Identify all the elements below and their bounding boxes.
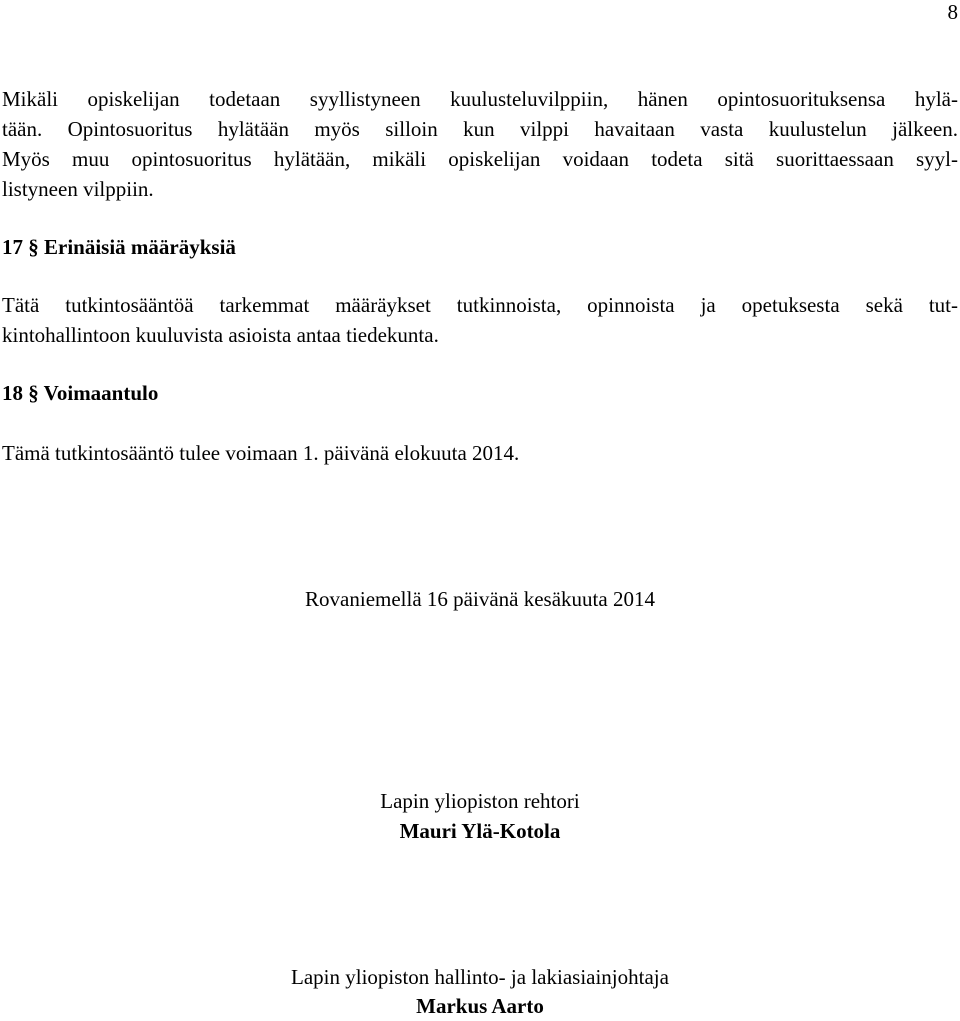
paragraph-line: listyneen vilppiin. <box>2 177 154 201</box>
section-18-heading: 18 § Voimaantulo <box>2 381 159 405</box>
signature-name-rector: Mauri Ylä-Kotola <box>399 819 561 843</box>
section-17-paragraph <box>2 290 958 350</box>
signature-name-director: Markus Aarto <box>416 994 544 1018</box>
paragraph-line: Mikäli opiskelijan todetaan syyllistyneen kuulusteluvilppiin, hänen opintosuorituksensa hylä- <box>2 87 958 111</box>
paragraph-line: kintohallintoon kuuluvista asioista antaa tiedekunta. <box>2 323 439 347</box>
paragraph-line: tään. Opintosuoritus hylätään myös silloin kun vilppi havaitaan vasta kuulustelun jälkeen. <box>2 117 958 141</box>
section-18-paragraph <box>2 438 958 468</box>
paragraph-line: Myös muu opintosuoritus hylätään, mikäli opiskelijan voidaan todeta sitä suorittaessaan syyl- <box>2 147 958 171</box>
signature-title-director: Lapin yliopiston hallinto- ja lakiasiainjohtaja <box>291 965 669 989</box>
paragraph-intro <box>2 84 958 204</box>
paragraph-line: Tätä tutkintosääntöä tarkemmat määräykset tutkinnoista, opinnoista ja opetuksesta sekä tut- <box>2 293 958 317</box>
paragraph-line: Tämä tutkintosääntö tulee voimaan 1. päivänä elokuuta 2014. <box>2 441 520 465</box>
page-number: 8 <box>947 0 958 24</box>
signature-title-rector: Lapin yliopiston rehtori <box>380 789 580 813</box>
place-date: Rovaniemellä 16 päivänä kesäkuuta 2014 <box>305 587 655 611</box>
section-17-heading: 17 § Erinäisiä määräyksiä <box>2 235 236 259</box>
